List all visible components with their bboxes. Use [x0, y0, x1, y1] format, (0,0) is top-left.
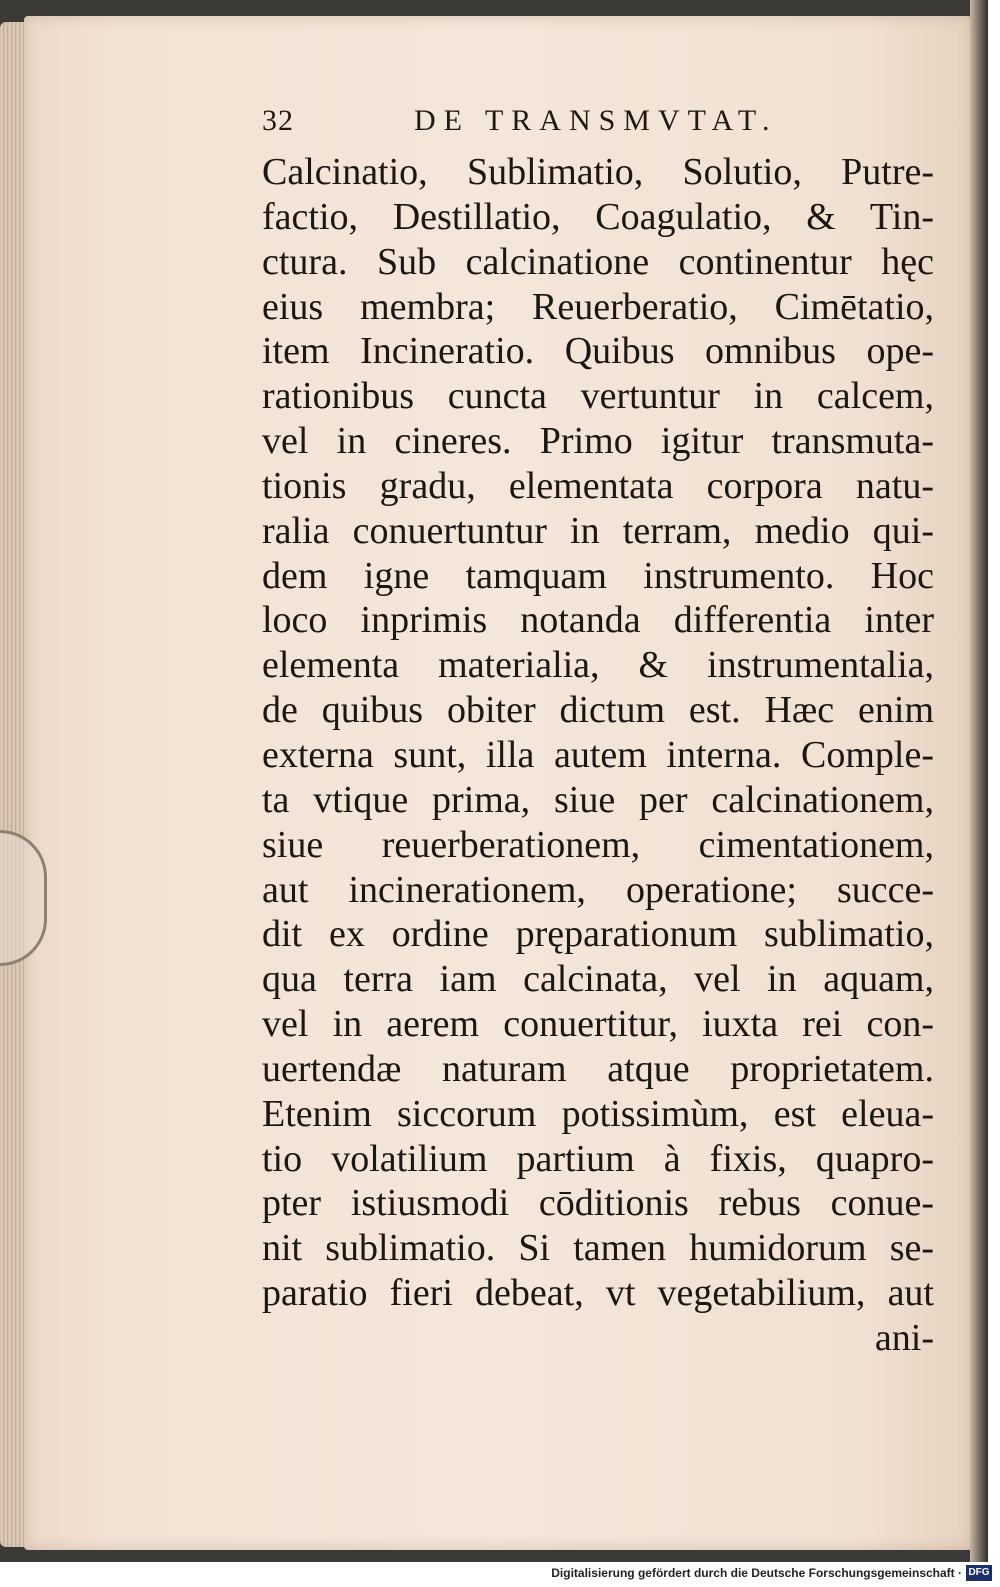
text-line: ctura. Sub calcinatione continentur hęc	[262, 240, 934, 283]
text-line: Etenim siccorum potissimùm, est eleua-	[262, 1092, 934, 1135]
text-line: dem igne tamquam instrumento. Hoc	[262, 554, 934, 597]
text-line: factio, Destillatio, Coagulatio, & Tin-	[262, 195, 934, 238]
running-title: DE TRANSMVTAT.	[414, 104, 778, 137]
text-line: tionis gradu, elementata corpora natu-	[262, 464, 934, 507]
text-line: loco inprimis notanda differentia inter	[262, 599, 934, 642]
text-line: rationibus cuncta vertuntur in calcem,	[262, 375, 934, 418]
text-line: eius membra; Reuerberatio, Cimētatio,	[262, 285, 934, 328]
text-line: vel in cineres. Primo igitur transmuta-	[262, 420, 934, 463]
text-line: tio volatilium partium à fixis, quapro-	[262, 1137, 934, 1180]
text-line: externa sunt, illa autem interna. Comple-	[262, 733, 934, 776]
catchword: ani-	[874, 1316, 934, 1359]
text-line: nit sublimatio. Si tamen humidorum se-	[262, 1227, 934, 1270]
text-line: siue reuerberationem, cimentationem,	[262, 823, 934, 866]
text-line: dit ex ordine pręparationum sublimatio,	[262, 913, 934, 956]
text-line: ralia conuertuntur in terram, medio qui-	[262, 509, 934, 552]
text-line: qua terra iam calcinata, vel in aquam,	[262, 958, 934, 1001]
text-line: elementa materialia, & instrumentalia,	[262, 644, 934, 687]
dfg-logo: DFG	[966, 1565, 992, 1581]
text-line: ta vtique prima, siue per calcinationem,	[262, 778, 934, 821]
text-line: item Incineratio. Quibus omnibus ope-	[262, 330, 934, 373]
text-line: pter istiusmodi cōditionis rebus conue-	[262, 1182, 934, 1225]
text-line: uertendæ naturam atque proprietatem.	[262, 1047, 934, 1090]
digitization-footer	[0, 1562, 1000, 1587]
body-text	[262, 150, 934, 1361]
running-head	[262, 104, 822, 144]
text-line: paratio fieri debeat, vt vegetabilium, aut	[262, 1272, 934, 1315]
funding-credit: Digitalisierung gefördert durch die Deutsche Forschungsgemeinschaft ·	[551, 1566, 962, 1580]
text-line: aut incinerationem, operatione; succe-	[262, 868, 934, 911]
text-line: de quibus obiter dictum est. Hæc enim	[262, 689, 934, 732]
text-line: Calcinatio, Sublimatio, Solutio, Putre-	[262, 151, 934, 193]
book-spine-edge	[970, 0, 988, 1562]
text-line: vel in aerem conuertitur, iuxta rei con-	[262, 1003, 934, 1046]
page-number: 32	[262, 104, 294, 137]
